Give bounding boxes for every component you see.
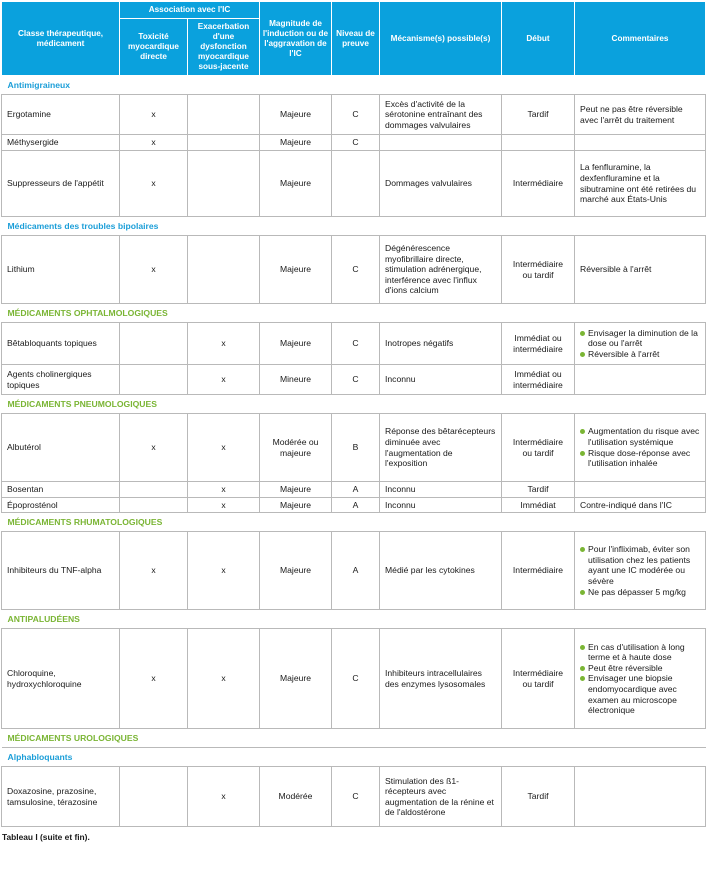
drug-heart-failure-table [1,1,706,827]
comments-cell [575,767,706,827]
exacerbation-cell [188,135,260,151]
comment-list [580,328,700,360]
comments-cell [575,532,706,610]
onset-cell: Immédiat [502,497,575,513]
table-row [2,629,706,729]
magnitude-cell: Majeure [260,482,332,498]
section-header [2,729,706,748]
header-mechanism: Mécanisme(s) possible(s) [380,2,502,76]
onset-cell: Immédiat ou intermédiaire [502,365,575,395]
magnitude-cell: Majeure [260,323,332,365]
header-magnitude: Magnitude de l'induction ou de l'aggravation de l'IC [260,2,332,76]
mechanism-cell: Inconnu [380,482,502,498]
exacerbation-cell: x [188,532,260,610]
toxicity-cell [120,497,188,513]
magnitude-cell: Mineure [260,365,332,395]
section-title: MÉDICAMENTS RHUMATOLOGIQUES [2,513,706,532]
header-toxicity: Toxicité myocardique directe [120,19,188,76]
section-header [2,513,706,532]
comment-item: Risque dose-réponse avec l'utilisation inhalée [580,448,700,469]
exacerbation-cell [188,236,260,304]
drug-cell: Méthysergide [2,135,120,151]
table-row [2,95,706,135]
onset-cell [502,135,575,151]
mechanism-cell: Stimulation des ß1-récepteurs avec augmentation de la rénine et de l'aldostérone [380,767,502,827]
onset-cell: Immédiat ou intermédiaire [502,323,575,365]
comments-cell: La fenfluramine, la dexfenfluramine et la sibutramine ont été retirées du marché aux États-Unis [575,151,706,217]
table-row [2,532,706,610]
header-level: Niveau de preuve [332,2,380,76]
comment-item: Réversible à l'arrêt [580,349,700,360]
comment-item: Envisager la diminution de la dose ou l'arrêt [580,328,700,349]
comments-cell [575,629,706,729]
section-title: MÉDICAMENTS PNEUMOLOGIQUES [2,395,706,414]
comment-item: Envisager une biopsie endomyocardique avec examen au microscope électronique [580,673,700,715]
onset-cell: Intermédiaire ou tardif [502,629,575,729]
table-row [2,151,706,217]
comments-cell [575,365,706,395]
table-row [2,497,706,513]
onset-cell: Intermédiaire ou tardif [502,414,575,482]
section-title: Médicaments des troubles bipolaires [2,217,706,236]
level-cell: C [332,629,380,729]
drug-cell: Agents cholinergiques topiques [2,365,120,395]
magnitude-cell: Majeure [260,151,332,217]
toxicity-cell [120,365,188,395]
drug-cell: Bosentan [2,482,120,498]
comment-list [580,544,700,597]
exacerbation-cell: x [188,482,260,498]
comments-cell: Peut ne pas être réversible avec l'arrêt du traitement [575,95,706,135]
header-drug: Classe thérapeutique, médicament [2,2,120,76]
mechanism-cell: Réponse des bêtarécepteurs diminuée avec l'augmentation de l'exposition [380,414,502,482]
mechanism-cell: Inconnu [380,365,502,395]
level-cell: C [332,236,380,304]
table-row [2,482,706,498]
mechanism-cell: Inotropes négatifs [380,323,502,365]
magnitude-cell: Majeure [260,629,332,729]
exacerbation-cell: x [188,629,260,729]
section-title: MÉDICAMENTS OPHTALMOLOGIQUES [2,304,706,323]
section-header [2,395,706,414]
exacerbation-cell: x [188,323,260,365]
drug-cell: Albutérol [2,414,120,482]
mechanism-cell: Inhibiteurs intracellulaires des enzymes lysosomales [380,629,502,729]
section-header [2,76,706,95]
comments-cell: Réversible à l'arrêt [575,236,706,304]
level-cell: C [332,323,380,365]
drug-cell: Bêtabloquants topiques [2,323,120,365]
drug-cell: Inhibiteurs du TNF-alpha [2,532,120,610]
toxicity-cell: x [120,414,188,482]
magnitude-cell: Majeure [260,497,332,513]
toxicity-cell [120,323,188,365]
section-title: ANTIPALUDÉENS [2,610,706,629]
drug-cell: Époprosténol [2,497,120,513]
level-cell: C [332,767,380,827]
onset-cell: Tardif [502,767,575,827]
level-cell: A [332,482,380,498]
comments-cell [575,414,706,482]
magnitude-cell: Majeure [260,95,332,135]
level-cell: C [332,365,380,395]
section-header [2,610,706,629]
section-title: Antimigraineux [2,76,706,95]
mechanism-cell: Dégénérescence myofibrillaire directe, stimulation adrénergique, interférence avec l'influx d'ions calcium [380,236,502,304]
toxicity-cell [120,767,188,827]
table-row [2,236,706,304]
exacerbation-cell: x [188,414,260,482]
magnitude-cell: Majeure [260,135,332,151]
table-row [2,365,706,395]
level-cell: C [332,135,380,151]
onset-cell: Intermédiaire ou tardif [502,236,575,304]
level-cell [332,151,380,217]
comment-item: Pour l'infliximab, éviter son utilisation chez les patients ayant une IC modérée ou sévère [580,544,700,586]
level-cell: C [332,95,380,135]
magnitude-cell: Majeure [260,236,332,304]
exacerbation-cell: x [188,767,260,827]
table-body [2,76,706,827]
onset-cell: Tardif [502,95,575,135]
section-header [2,748,706,767]
toxicity-cell: x [120,532,188,610]
magnitude-cell: Modérée ou majeure [260,414,332,482]
comment-item: En cas d'utilisation à long terme et à haute dose [580,642,700,663]
exacerbation-cell: x [188,365,260,395]
mechanism-cell: Dommages valvulaires [380,151,502,217]
comment-item: Peut être réversible [580,663,700,674]
comments-cell [575,323,706,365]
onset-cell: Intermédiaire [502,151,575,217]
header-exacerbation: Exacerbation d'une dysfonction myocardique sous-jacente [188,19,260,76]
onset-cell: Intermédiaire [502,532,575,610]
drug-cell: Doxazosine, prazosine, tamsulosine, térazosine [2,767,120,827]
table-caption: Tableau I (suite et fin). [2,832,90,843]
toxicity-cell: x [120,629,188,729]
section-header [2,304,706,323]
section-title: Alphabloquants [2,748,706,767]
level-cell: A [332,532,380,610]
mechanism-cell: Médié par les cytokines [380,532,502,610]
comment-list [580,642,700,716]
comment-list [580,426,700,468]
drug-cell: Ergotamine [2,95,120,135]
toxicity-cell: x [120,135,188,151]
header-comments: Commentaires [575,2,706,76]
comments-cell: Contre-indiqué dans l'IC [575,497,706,513]
exacerbation-cell: x [188,497,260,513]
comments-cell [575,135,706,151]
section-header [2,217,706,236]
header-association: Association avec l'IC [120,2,260,19]
toxicity-cell: x [120,151,188,217]
comment-item: Augmentation du risque avec l'utilisation systémique [580,426,700,447]
comment-item: Ne pas dépasser 5 mg/kg [580,587,700,598]
drug-cell: Chloroquine, hydroxychloroquine [2,629,120,729]
table-row [2,135,706,151]
header-onset: Début [502,2,575,76]
mechanism-cell: Inconnu [380,497,502,513]
comments-cell [575,482,706,498]
toxicity-cell: x [120,95,188,135]
table-row [2,414,706,482]
exacerbation-cell [188,95,260,135]
section-title: MÉDICAMENTS UROLOGIQUES [2,729,706,748]
magnitude-cell: Majeure [260,532,332,610]
table-row [2,323,706,365]
level-cell: B [332,414,380,482]
table-row [2,767,706,827]
onset-cell: Tardif [502,482,575,498]
exacerbation-cell [188,151,260,217]
level-cell: A [332,497,380,513]
magnitude-cell: Modérée [260,767,332,827]
mechanism-cell: Excès d'activité de la sérotonine entraînant des dommages valvulaires [380,95,502,135]
mechanism-cell [380,135,502,151]
drug-cell: Suppresseurs de l'appétit [2,151,120,217]
toxicity-cell: x [120,236,188,304]
drug-cell: Lithium [2,236,120,304]
toxicity-cell [120,482,188,498]
